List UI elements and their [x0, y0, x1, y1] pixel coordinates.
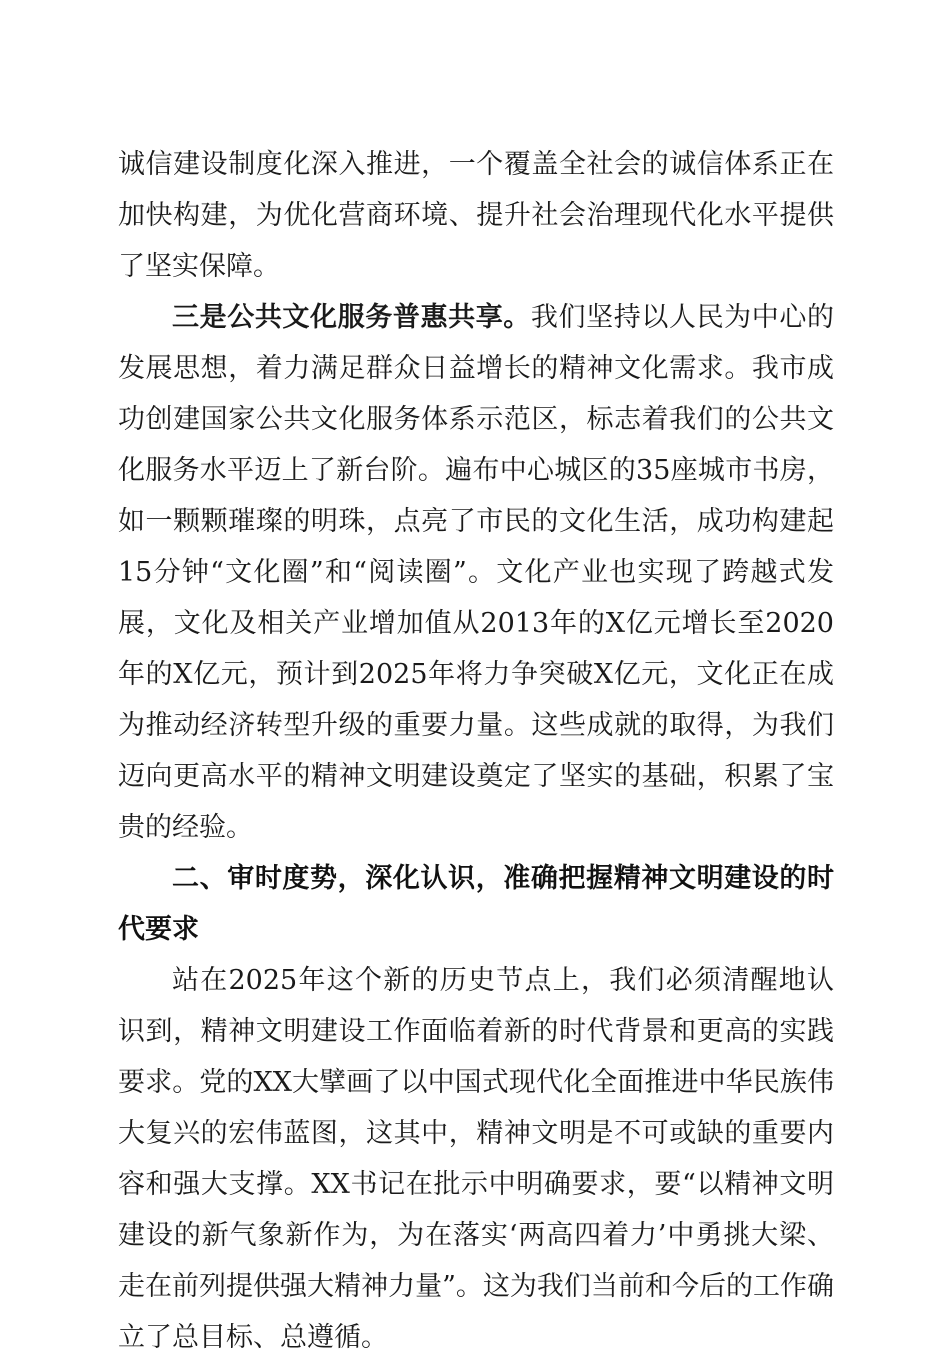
section-heading: 二、审时度势，深化认识，准确把握精神文明建设的时代要求 [118, 863, 834, 945]
paragraph-continuation: 诚信建设制度化深入推进，一个覆盖全社会的诚信体系正在加快构建，为优化营商环境、提升社会治理现代化水平提供了坚实保障。 [118, 149, 834, 282]
paragraph-lead-phrase: 三是公共文化服务普惠共享。 [172, 302, 531, 333]
paragraph-new-era: 站在2025年这个新的历史节点上，我们必须清醒地认识到，精神文明建设工作面临着新的时代背景和更高的实践要求。党的XX大擘画了以中国式现代化全面推进中华民族伟大复兴的宏伟蓝图，这其中，精神文明是不可或缺的重要内容和强大支撑。XX书记在批示中明确要求，要“以精神文明建设的新气象新作为，为在落实‘两高四着力’中勇挑大梁、走在前列提供强大精神力量”。这为我们当前和今后的工作确立了总目标、总遵循。 [118, 965, 834, 1353]
document-body [118, 139, 834, 1363]
paragraph-public-culture [118, 292, 834, 853]
paragraph-body-text: 我们坚持以人民为中心的发展思想，着力满足群众日益增长的精神文化需求。我市成功创建国家公共文化服务体系示范区，标志着我们的公共文化服务水平迈上了新台阶。遍布中心城区的35座城市书房，如一颗颗璀璨的明珠，点亮了市民的文化生活，成功构建起15分钟“文化圈”和“阅读圈”。文化产业也实现了跨越式发展，文化及相关产业增加值从2013年的X亿元增长至2020年的X亿元，预计到2025年将力争突破X亿元，文化正在成为推动经济转型升级的重要力量。这些成就的取得，为我们迈向更高水平的精神文明建设奠定了坚实的基础，积累了宝贵的经验。 [118, 302, 835, 843]
